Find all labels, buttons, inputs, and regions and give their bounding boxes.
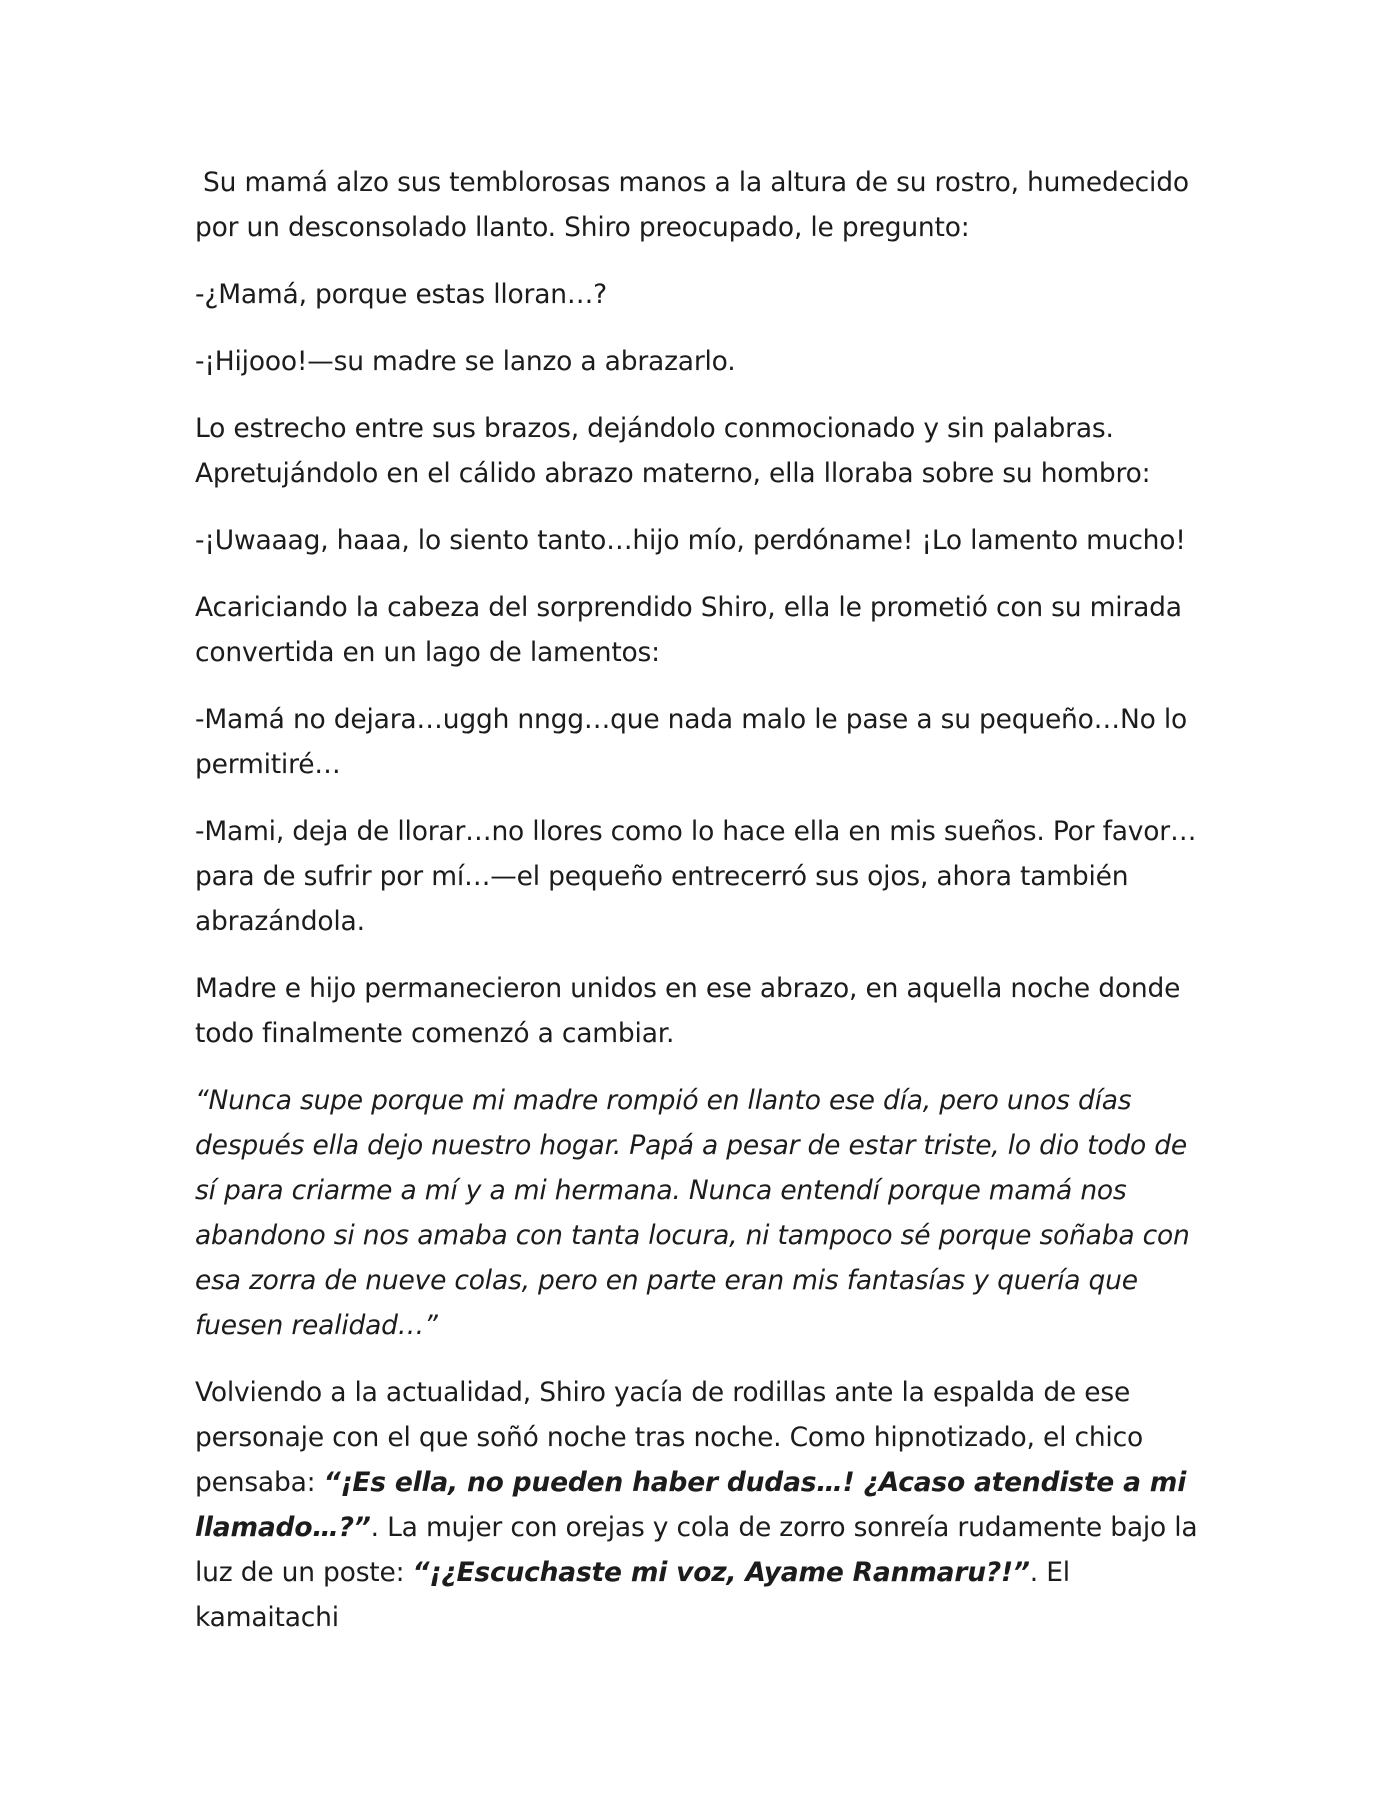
paragraph-1: Su mamá alzo sus temblorosas manos a la altura de su rostro, humedecido por un desconsolado llanto. Shiro preocupado, le pregunto:: [195, 167, 1189, 243]
paragraph-4: Lo estrecho entre sus brazos, dejándolo conmocionado y sin palabras. Apretujándolo en el cálido abrazo materno, ella lloraba sobre su hombro:: [195, 413, 1151, 489]
last-paragraph-text-2: . La mujer con orejas y cola de zorro sonreía rudamente bajo la luz de un poste:: [195, 1512, 1198, 1588]
paragraph-7: -Mamá no dejara…uggh nngg…que nada malo le pase a su pequeño…No lo permitiré…: [195, 704, 1188, 780]
italic-quote-paragraph: “Nunca supe porque mi madre rompió en llanto ese día, pero unos días después ella dejo nuestro hogar. Papá a pesar de estar triste, lo dio todo de sí para criarme a mí y a mi hermana. Nunca entendí porque mamá nos abandono si nos amaba con tanta locura, ni tampoco sé porque soñaba con esa zorra de nueve colas, pero en parte eran mis fantasías y quería que fuesen realidad…”: [195, 1085, 1190, 1341]
paragraph-9: Madre e hijo permanecieron unidos en ese abrazo, en aquella noche donde todo finalmente comenzó a cambiar.: [195, 973, 1181, 1049]
paragraph-last: [195, 1370, 1205, 1640]
paragraph-2: -¿Mamá, porque estas lloran…?: [195, 279, 608, 310]
last-paragraph-text-3: . El kamaitachi: [195, 1557, 1070, 1633]
paragraph-5: -¡Uwaaag, haaa, lo siento tanto…hijo mío, perdóname! ¡Lo lamento mucho!: [195, 525, 1186, 556]
document-body: [195, 160, 1205, 1662]
thought-quote: “¡Es ella, no pueden haber dudas…! ¿Acaso atendiste a mi llamado…?”: [195, 1467, 1187, 1543]
paragraph-8: -Mami, deja de llorar…no llores como lo hace ella en mis sueños. Por favor…para de sufrir por mí…—el pequeño entrecerró sus ojos, ahora también abrazándola.: [195, 816, 1197, 937]
spoken-quote: “¡¿Escuchaste mi voz, Ayame Ranmaru?!”: [412, 1557, 1030, 1588]
paragraph-3: -¡Hijooo!—su madre se lanzo a abrazarlo.: [195, 346, 736, 377]
paragraph-6: Acariciando la cabeza del sorprendido Shiro, ella le prometió con su mirada convertida en un lago de lamentos:: [195, 592, 1182, 668]
last-paragraph-text-1: Volviendo a la actualidad, Shiro yacía de rodillas ante la espalda de ese personaje con el que soñó noche tras noche. Como hipnotizado, el chico pensaba:: [195, 1377, 1143, 1498]
